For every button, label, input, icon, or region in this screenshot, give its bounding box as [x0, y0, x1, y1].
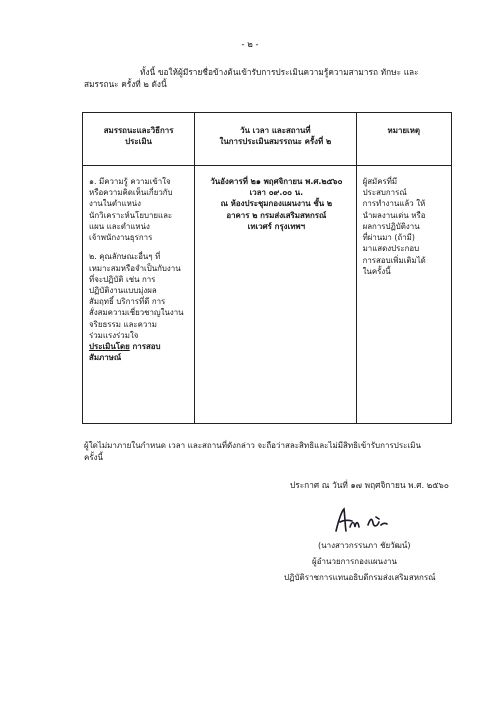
schedule-room: ณ ห้องประชุมกองแผนงาน ชั้น ๒: [220, 199, 333, 209]
intro-line-2: สมรรถนะ ครั้งที่ ๒ ดังนี้: [84, 79, 167, 90]
competency-item-1: ๑. มีความรู้ ความเข้าใจ หรือความคิดเห็นเกี่ยวกับ งานในตำแหน่ง นักวิเคราะห์นโยบายและ แผน และตำแหน่ง เจ้าพนักงานธุรการ: [89, 177, 173, 243]
intro-paragraph: [84, 66, 456, 91]
announcement-date: ประกาศ ณ วันที่ ๑๗ พฤศจิกายน พ.ศ. ๒๕๖๐: [290, 480, 449, 490]
signer-name: (นางสาวกรรนภา ชัยวัฒน์): [318, 541, 411, 550]
handwritten-signature: [330, 505, 390, 535]
intro-line-1: ทั้งนี้ ขอให้ผู้มีรายชื่อข้างต้นเข้ารับการประเมินความรู้ความสามารถ ทักษะ และ: [140, 67, 419, 77]
signer-position: ผู้อำนวยการกองแผนงาน: [312, 557, 397, 566]
schedule-cell: [195, 166, 356, 424]
remarks-cell: ผู้สมัครที่มี ประสบการณ์ การทำงานแล้ว ให้ นำผลงานเด่น หรือ ผลการปฏิบัติงาน ที่ผ่านมา (ถ้ามี) มาแสดงประกอบ การสอบเพิ่มเติมได้ ในครั้งนี้: [356, 166, 451, 424]
header-competency-method: สมรรถนะและวิธีการ ประเมิน: [83, 113, 195, 166]
table-row: [83, 166, 452, 424]
assessment-table: [82, 112, 452, 424]
table-header-row: [83, 113, 452, 166]
page-number: - ๒ -: [241, 40, 259, 50]
method-label: ประเมินโดย: [89, 342, 130, 352]
schedule-date: วันอังคารที่ ๒๑ พฤศจิกายน พ.ศ.๒๕๖๐: [210, 177, 343, 186]
schedule-building: อาคาร ๒ กรมส่งเสริมสหกรณ์: [226, 210, 327, 220]
competency-cell: [83, 166, 195, 424]
absence-notice: ผู้ใดไม่มาภายในกำหนด เวลา และสถานที่ดังกล่าว จะถือว่าสละสิทธิและไม่มีสิทธิเข้ารับการประเมิน ครั้งนี้: [84, 441, 421, 463]
schedule-time: เวลา ๐๙.๐๐ น.: [249, 188, 304, 198]
assessment-method: ประเมินโดย การสอบ สัมภาษณ์: [89, 342, 161, 363]
header-date-time-place: วัน เวลา และสถานที่ ในการประเมินสมรรถนะ ครั้งที่ ๒: [195, 113, 356, 166]
schedule-location: เทเวศร์ กรุงเทพฯ: [247, 221, 306, 231]
competency-item-2: ๒. คุณลักษณะอื่นๆ ที่ เหมาะสมหรือจำเป็นกับงาน ที่จะปฏิบัติ เช่น การ ปฏิบัติงานแบบมุ่งผล สัมฤทธิ์ บริการที่ดี การ สั่งสมความเชี่ยวชาญในงาน จริยธรรม และความ ร่วมแรงร่วมใจ: [89, 252, 184, 340]
signer-acting-position: ปฏิบัติราชการแทนอธิบดีกรมส่งเสริมสหกรณ์: [284, 573, 436, 582]
header-remarks: หมายเหตุ: [356, 113, 451, 166]
